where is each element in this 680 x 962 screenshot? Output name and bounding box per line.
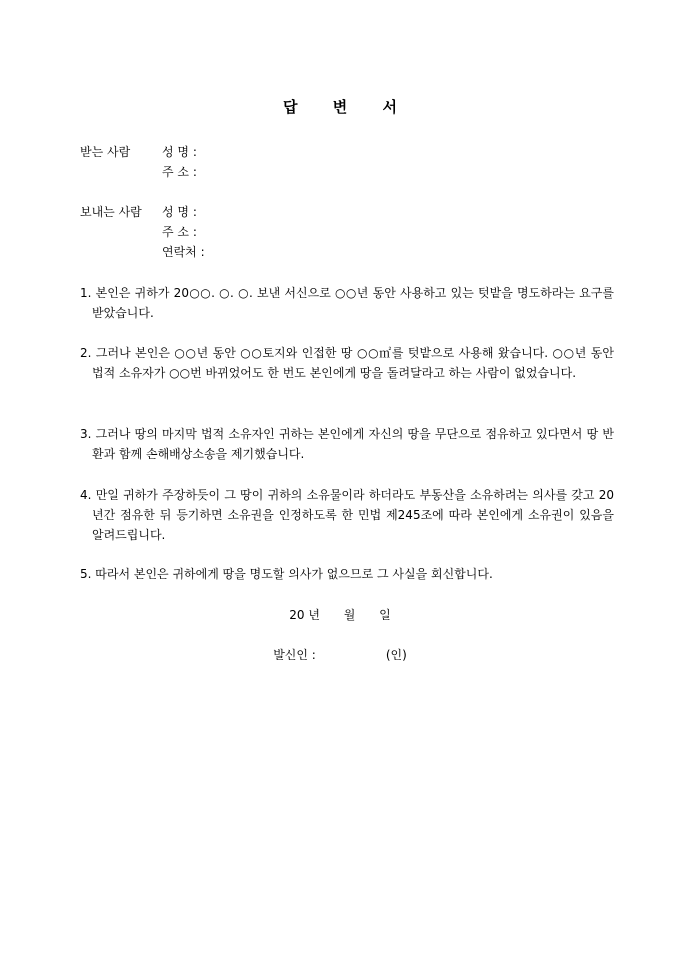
paragraph-4: 4. 만일 귀하가 주장하듯이 그 땅이 귀하의 소유물이라 하더라도 부동산을 소유하려는 의사를 갖고 20년간 점유한 뒤 등기하면 소유권을 인정하도록 한 민법 제245조에 따라 본인에게 소유권이 있음을 알려드립니다. bbox=[80, 488, 614, 542]
paragraph-5: 5. 따라서 본인은 귀하에게 땅을 명도할 의사가 없으므로 그 사실을 회신합니다. bbox=[80, 567, 493, 581]
paragraph-2: 2. 그러나 본인은 ○○년 동안 ○○토지와 인접한 땅 ○○㎡를 텃밭으로 사용해 왔습니다. ○○년 동안 법적 소유자가 ○○번 바뀌었어도 한 번도 본인에게 땅을 돌려달라고 하는 사람이 없었습니다. bbox=[80, 346, 614, 380]
date-year: 20 년 bbox=[289, 608, 320, 622]
date-line bbox=[0, 606, 680, 623]
sender-label: 보내는 사람 bbox=[80, 205, 142, 219]
receiver-label: 받는 사람 bbox=[80, 145, 131, 159]
paragraph-1: 1. 본인은 귀하가 20○○. ○. ○. 보낸 서신으로 ○○년 동안 사용하고 있는 텃밭을 명도하라는 요구를 받았습니다. bbox=[80, 286, 614, 320]
date-month: 월 bbox=[343, 608, 356, 622]
signature-line bbox=[0, 646, 680, 663]
paragraph-3: 3. 그러나 땅의 마지막 법적 소유자인 귀하는 본인에게 자신의 땅을 무단으로 점유하고 있다면서 땅 반환과 함께 손해배상소송을 제기했습니다. bbox=[80, 427, 614, 461]
sender-contact-label: 연락처 : bbox=[162, 245, 205, 259]
signature-label: 발신인 : bbox=[273, 648, 316, 662]
sender-name-label: 성 명 : bbox=[162, 205, 197, 219]
document-title: 답 변 서 bbox=[283, 98, 397, 116]
signature-seal: (인) bbox=[385, 648, 407, 662]
receiver-name-label: 성 명 : bbox=[162, 145, 197, 159]
date-day: 일 bbox=[379, 608, 391, 622]
sender-address-label: 주 소 : bbox=[162, 225, 197, 239]
receiver-address-label: 주 소 : bbox=[162, 165, 197, 179]
